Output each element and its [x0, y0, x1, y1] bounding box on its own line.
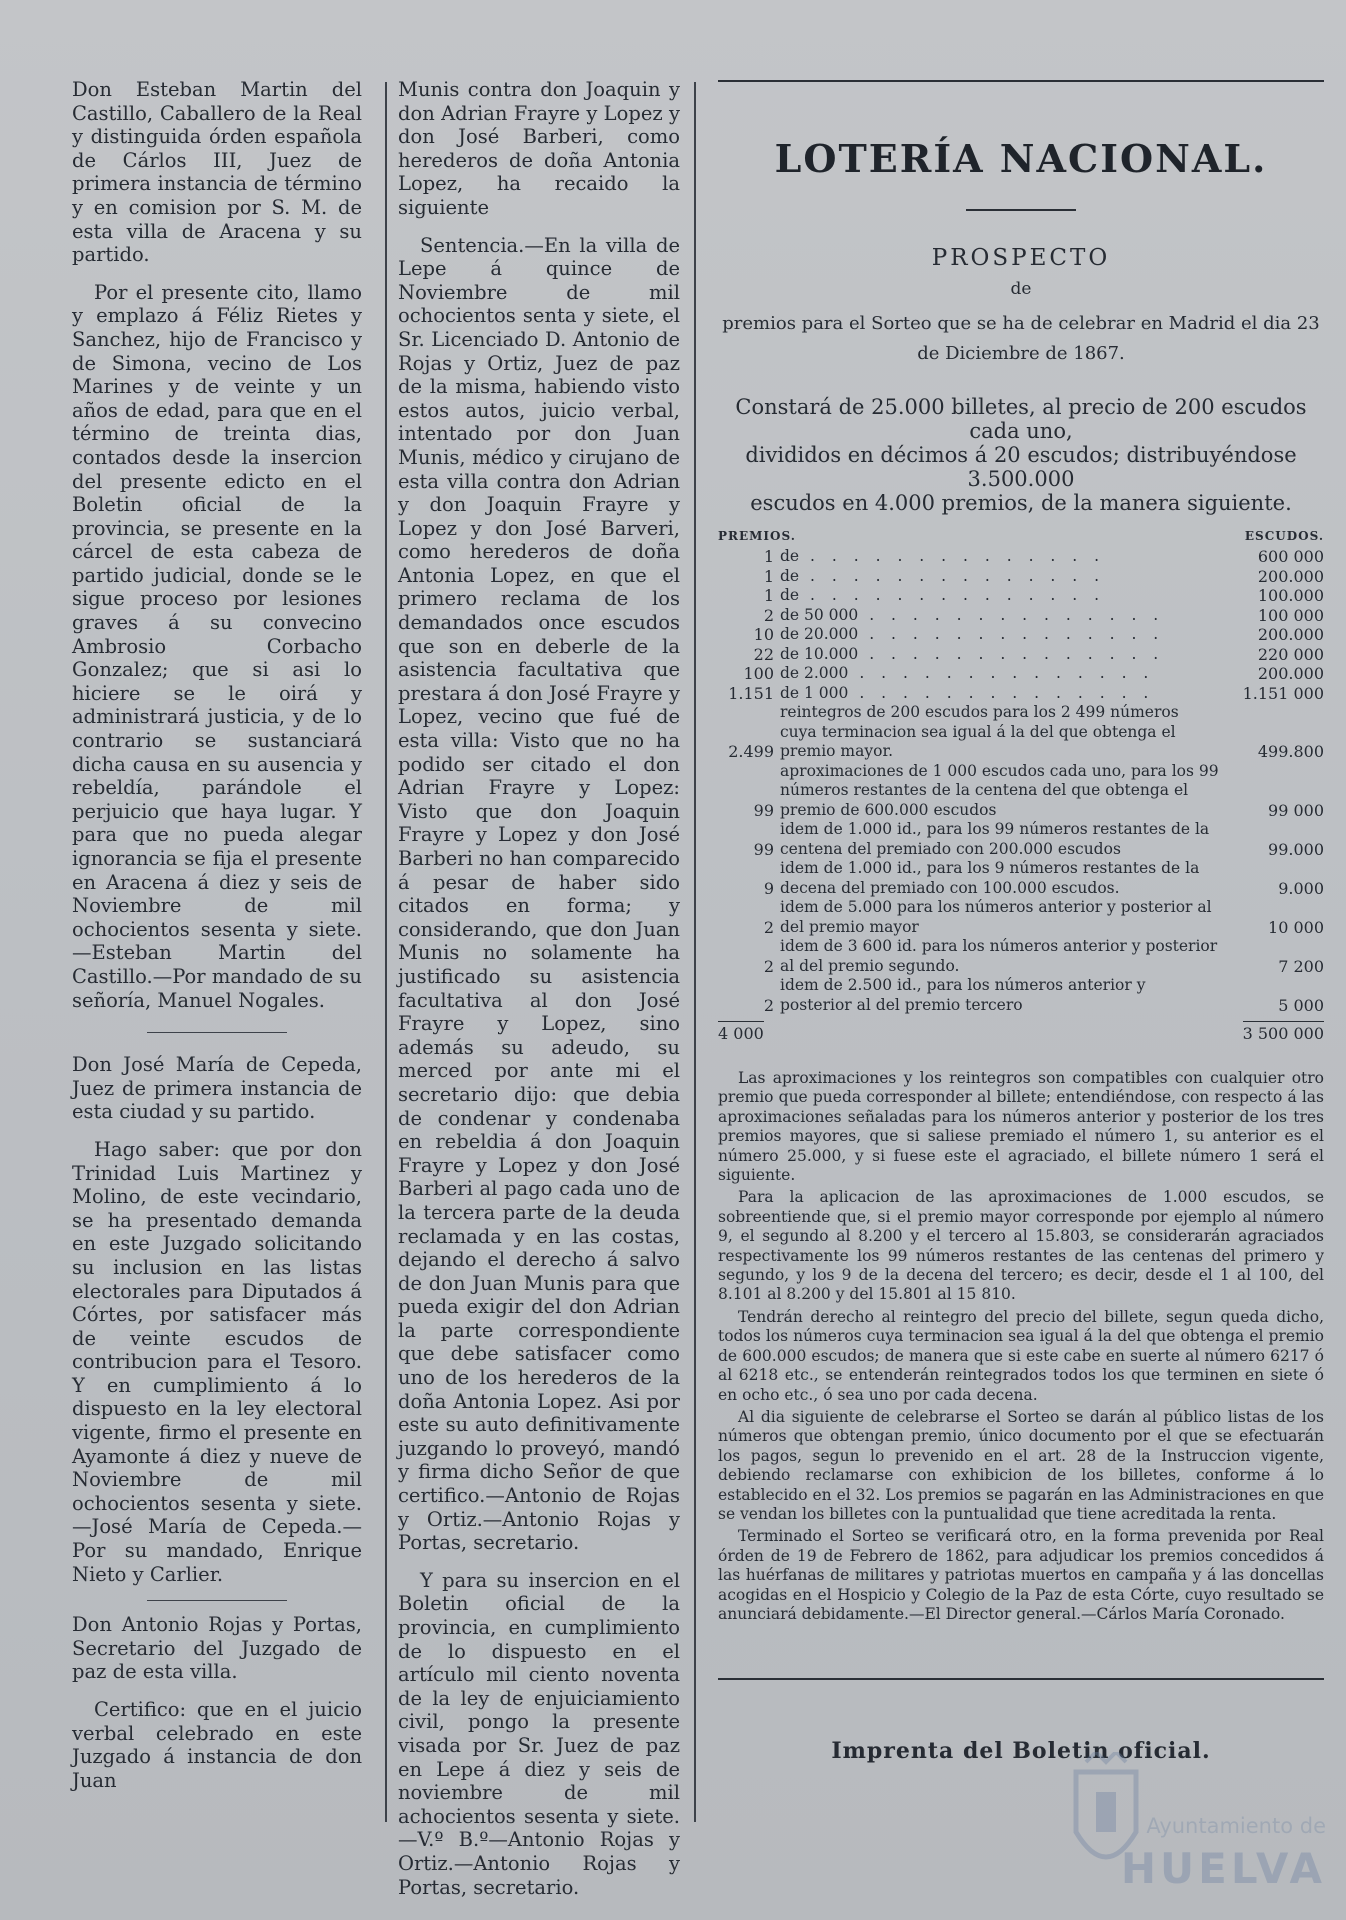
prize-table: [718, 547, 1324, 1015]
prize-count: 1: [763, 586, 774, 605]
prize-amount: 200.000: [1257, 664, 1324, 683]
prize-amount: 200.000: [1257, 566, 1324, 586]
printer-imprint: Imprenta del Boletin oficial.: [831, 1738, 1211, 1765]
prize-row: [718, 547, 1324, 567]
prize-description: idem de 3 600 id. para los números anterior y posterior al del premio segundo.: [780, 937, 1218, 975]
watermark-line: Ayuntamiento de: [1146, 1814, 1326, 1838]
intro-line: divididos en décimos á 20 escudos; distribuyéndose 3.500.000: [745, 443, 1297, 491]
prize-amount: 1.151 000: [1242, 683, 1324, 703]
leader-dots: . . . . . . . . . . . . . .: [858, 625, 1165, 643]
edict-body: Certifico: que en el juicio verbal celebrado en este Juzgado á instancia de don Juan: [72, 1698, 362, 1792]
prize-amount: 99 000: [1268, 800, 1324, 820]
prize-row: [718, 976, 1324, 1015]
section-divider: [147, 1600, 287, 1601]
total-escudos: 3 500 000: [1243, 1021, 1324, 1043]
prize-count: 1: [763, 547, 774, 566]
bottom-rule: [718, 1678, 1324, 1680]
prize-row: [718, 606, 1324, 626]
prize-count: 2: [763, 605, 774, 625]
prize-count: 99: [753, 839, 774, 859]
column-middle: [398, 78, 680, 1913]
leader-dots: . . . . . . . . . . . . . .: [858, 644, 1165, 663]
column-rule: [385, 82, 387, 1822]
prize-row: [718, 898, 1324, 937]
prize-row: [718, 664, 1324, 684]
prize-count: 2: [763, 956, 774, 976]
column-rule: [694, 82, 696, 1822]
escudos-column-label: ESCUDOS.: [1244, 529, 1324, 543]
prize-description: de . . . . . . . . . . . . . .: [780, 547, 1106, 565]
prize-count: 22: [753, 644, 774, 664]
total-prizes: 4 000: [718, 1021, 764, 1043]
archive-watermark: [1066, 1752, 1326, 1902]
prize-description: de 2.000 . . . . . . . . . . . . . .: [780, 664, 1155, 682]
prize-row: [718, 567, 1324, 587]
prize-row: [718, 820, 1324, 859]
prize-row: [718, 586, 1324, 606]
prize-amount: 100.000: [1257, 586, 1324, 605]
prize-description: de 50 000 . . . . . . . . . . . . . .: [780, 605, 1165, 624]
prize-amount: 7 200: [1278, 956, 1324, 976]
prize-row: [718, 684, 1324, 704]
prize-row: [718, 703, 1324, 762]
prize-description: reintegros de 200 escudos para los 2 499 números cuya terminacion sea igual á la del que obtenga el premio mayor.: [780, 703, 1179, 760]
prize-row: [718, 859, 1324, 898]
prize-amount: 99.000: [1268, 839, 1324, 859]
column-left: [72, 78, 362, 1806]
prize-row: [718, 625, 1324, 645]
prize-amount: 220 000: [1257, 644, 1324, 664]
edict-body: Hago saber: que por don Trinidad Luis Martinez y Molino, de este vecindario, se ha presentado demanda en este Juzgado solicitando su inclusion en las listas electorales para Diputados á Córtes, por satisfacer más de veinte escudos de contribucion para el Tesoro. Y en cumplimiento á lo dispuesto en la ley electoral vigente, firmo el presente en Ayamonte á diez y nueve de Noviembre de mil ochocientos sesenta y siete.—José María de Cepeda.—Por su mandado, Enrique Nieto y Carlier.: [72, 1137, 362, 1586]
section-divider: [147, 1032, 287, 1033]
note-paragraph: Las aproximaciones y los reintegros son compatibles con cualquier otro premio que pueda corresponder al billete; entendiéndose, con respecto á las aproximaciones señaladas para los números anterior y posterior de los tres premios mayores, que si saliese premiado el número 1, su anterior es el número 25.000, y si fuese este el agraciado, el billete número 1 será el siguiente.: [718, 1069, 1324, 1185]
prize-count: 1: [763, 566, 774, 586]
judgment-text: Sentencia.—En la villa de Lepe á quince de Noviembre de mil ochocientos senta y siete, el Sr. Licenciado D. Antonio de Rojas y Ortiz, Juez de paz de la misma, habiendo visto estos autos, juicio verbal, intentado por don Juan Munis, médico y cirujano de esta villa contra don Adrian y don Joaquin Frayre y Lopez y don José Barveri, como herederos de doña Antonia Lopez, en que el primero reclama de los demandados once escudos que son en deberle de la asistencia facultativa que prestara á don José Frayre y Lopez, vecino que fué de esta villa: Visto que no ha podido ser citado el don Adrian Frayre y Lopez: Visto que don Joaquin Frayre y Lopez y don José Barberi no han comparecido á pesar de haber sido citados en forma; y considerando, que don Juan Munis no solamente ha justificado su asistencia facultativa al don José Frayre y Lopez, sino además su adeudo, su merced por ante mi el secretario dijo: que debia de condenar y condenaba en rebeldia á don Joaquin Frayre y Lopez y don José Barberi al pago cada uno de la tercera parte de la deuda reclamada y en las costas, dejando el derecho á salvo de don Juan Munis para que pueda exigir del don Adrian la parte correspondiente que debe satisfacer como uno de los herederos de la doña Antonia Lopez. Asi por este su auto definitivamente juzgando lo proveyó, mandó y firma dicho Señor de que certifico.—Antonio de Rojas y Ortiz.—Antonio Rojas y Portas, secretario.: [398, 233, 680, 1555]
prize-count: 9: [763, 878, 774, 898]
prize-amount: 10 000: [1268, 917, 1324, 937]
leader-dots: . . . . . . . . . . . . . .: [848, 683, 1155, 702]
prize-count: 1.151: [728, 683, 774, 703]
prospecto-heading: PROSPECTO: [931, 245, 1111, 271]
prize-row: [718, 762, 1324, 821]
prize-description: de 1 000 . . . . . . . . . . . . . .: [780, 683, 1155, 702]
prize-count: 100: [743, 664, 774, 683]
prize-count: 99: [753, 800, 774, 820]
leader-dots: . . . . . . . . . . . . . .: [858, 605, 1165, 624]
watermark-city: HUELVA: [1120, 1844, 1326, 1893]
edict-header: Don José María de Cepeda, Juez de primera instancia de esta ciudad y su partido.: [72, 1053, 362, 1124]
top-rule: [718, 80, 1324, 82]
note-paragraph: Al dia siguiente de celebrarse el Sorteo se darán al público listas de los números que obtengan premio, único documento por el que se efectuarán los pagos, segun lo prevenido en el art. 28 de la Instruccion vigente, debiendo reclamarse con exhibicion de los billetes, conforme á lo establecido en el 32. Los premios se pagarán en las Administraciones en que se vendan los billetes con la puntualidad que tiene acreditada la renta.: [718, 1407, 1324, 1523]
judgment-text: Munis contra don Joaquin y don Adrian Frayre y Lopez y don José Barberi, como herederos de doña Antonia Lopez, ha recaido la siguiente: [398, 78, 680, 219]
premios-column-label: PREMIOS.: [718, 529, 796, 543]
lottery-title: LOTERÍA NACIONAL.: [774, 136, 1268, 181]
lottery-prospectus: [718, 80, 1324, 1764]
de-heading: de: [1010, 279, 1032, 299]
prize-count: 2: [763, 917, 774, 937]
prize-count: 2: [763, 995, 774, 1015]
prize-amount: 9.000: [1278, 878, 1324, 898]
prize-count: 10: [753, 625, 774, 644]
leader-dots: . . . . . . . . . . . . . .: [799, 566, 1106, 585]
prize-description: idem de 1.000 id., para los 9 números restantes de la decena del premiado con 100.000 escudos.: [780, 859, 1200, 897]
leader-dots: . . . . . . . . . . . . . .: [799, 547, 1106, 565]
prize-description: aproximaciones de 1 000 escudos cada uno, para los 99 números restantes de la centena del que obtenga el premio de 600.000 escudos: [780, 761, 1219, 819]
prize-amount: 499.800: [1257, 742, 1324, 761]
leader-dots: . . . . . . . . . . . . . .: [799, 586, 1106, 604]
prize-amount: 100 000: [1257, 605, 1324, 625]
note-paragraph: Tendrán derecho al reintegro del precio del billete, segun queda dicho, todos los números cuya terminacion sea igual á la del que obtenga el premio de 600.000 escudos; de manera que si este cabe en suerte al número 6217 ó al 6218 etc., se entenderán reintegrados todos los que terminen en siete ó en ocho etc., ó sea uno por cada decena.: [718, 1307, 1324, 1404]
prize-description: de . . . . . . . . . . . . . .: [780, 566, 1106, 585]
prize-count: 2.499: [728, 742, 774, 761]
prize-totals: [718, 1021, 1324, 1043]
edict-body: Por el presente cito, llamo y emplazo á Féliz Rietes y Sanchez, hijo de Francisco y de Simona, vecino de Los Marines y de veinte y un años de edad, para que en el término de treinta dias, contados desde la insercion del presente edicto en el Boletin oficial de la provincia, se presente en la cárcel de esta cabeza de partido judicial, donde se le sigue proceso por lesiones graves á su convecino Ambrosio Corbacho Gonzalez; que si asi lo hiciere se le oirá y administrará justicia, y de lo contrario se sustanciará dicha causa en su ausencia y rebeldía, parándole el perjuicio que haya lugar. Y para que no pueda alegar ignorancia se fija el presente en Aracena á diez y seis de Noviembre de mil ochocientos sesenta y siete.—Esteban Martin del Castillo.—Por mandado de su señoría, Manuel Nogales.: [72, 280, 362, 1012]
prize-row: [718, 645, 1324, 665]
prize-amount: 200.000: [1257, 625, 1324, 644]
prize-description: de 10.000 . . . . . . . . . . . . . .: [780, 644, 1165, 663]
prize-amount: 600 000: [1257, 547, 1324, 566]
edict-header: Don Antonio Rojas y Portas, Secretario del Juzgado de paz de esta villa.: [72, 1613, 362, 1684]
intro-line: escudos en 4.000 premios, de la manera siguiente.: [750, 491, 1292, 515]
leader-dots: . . . . . . . . . . . . . .: [848, 664, 1155, 682]
prospectus-notes: [718, 1069, 1324, 1624]
prize-description: idem de 1.000 id., para los 99 números restantes de la centena del premiado con 200.000 escudos: [780, 820, 1210, 858]
prize-row: [718, 937, 1324, 976]
prize-table-header: [718, 529, 1324, 543]
title-ornament: [966, 209, 1076, 211]
prize-description: de . . . . . . . . . . . . . .: [780, 586, 1106, 604]
note-paragraph: Terminado el Sorteo se verificará otro, en la forma prevenida por Real órden de 19 de Febrero de 1862, para adjudicar los premios concedidos á las huérfanas de militares y patriotas muertos en campaña y á las doncellas acogidas en el Hospicio y Colegio de la Paz de esta Córte, cuyo resultado se anunciará debidamente.—El Director general.—Cárlos María Coronado.: [718, 1527, 1324, 1623]
intro-paragraph: [718, 395, 1324, 515]
prize-description: idem de 5.000 para los números anterior y posterior al del premio mayor: [780, 898, 1212, 936]
prize-amount: 5 000: [1278, 995, 1324, 1015]
intro-line: Constará de 25.000 billetes, al precio de 200 escudos cada uno,: [735, 395, 1307, 443]
prize-description: de 20.000 . . . . . . . . . . . . . .: [780, 625, 1165, 643]
prospectus-subtitle: premios para el Sorteo que se ha de celebrar en Madrid el dia 23 de Diciembre de 1867.: [722, 313, 1320, 364]
note-paragraph: Para la aplicacion de las aproximaciones de 1.000 escudos, se sobreentiende que, si el premio mayor corresponde por ejemplo al número 9, el segundo al 8.200 y el tercero al 15.803, se considerarán agraciados respectivamente los 99 números restantes de las centenas del primero y segundo, y los 9 de la decena del tercero; es decir, desde el 1 al 100, del 8.101 al 8.200 y del 15.801 al 15 810.: [718, 1188, 1324, 1304]
edict-header: Don Esteban Martin del Castillo, Caballero de la Real y distinguida órden española de Cárlos III, Juez de primera instancia de término y en comision por S. M. de esta villa de Aracena y su partido.: [72, 78, 362, 267]
prize-description: idem de 2.500 id., para los números anterior y posterior al del premio tercero: [780, 976, 1146, 1014]
judgment-text: Y para su insercion en el Boletin oficial de la provincia, en cumplimiento de lo dispuesto en el artículo mil ciento noventa de la ley de enjuiciamiento civil, pongo la presente visada por Sr. Juez de paz en Lepe á diez y seis de noviembre de mil achocientos sesenta y siete.—V.º B.º—Antonio Rojas y Ortiz.—Antonio Rojas y Portas, secretario.: [398, 1568, 680, 1899]
